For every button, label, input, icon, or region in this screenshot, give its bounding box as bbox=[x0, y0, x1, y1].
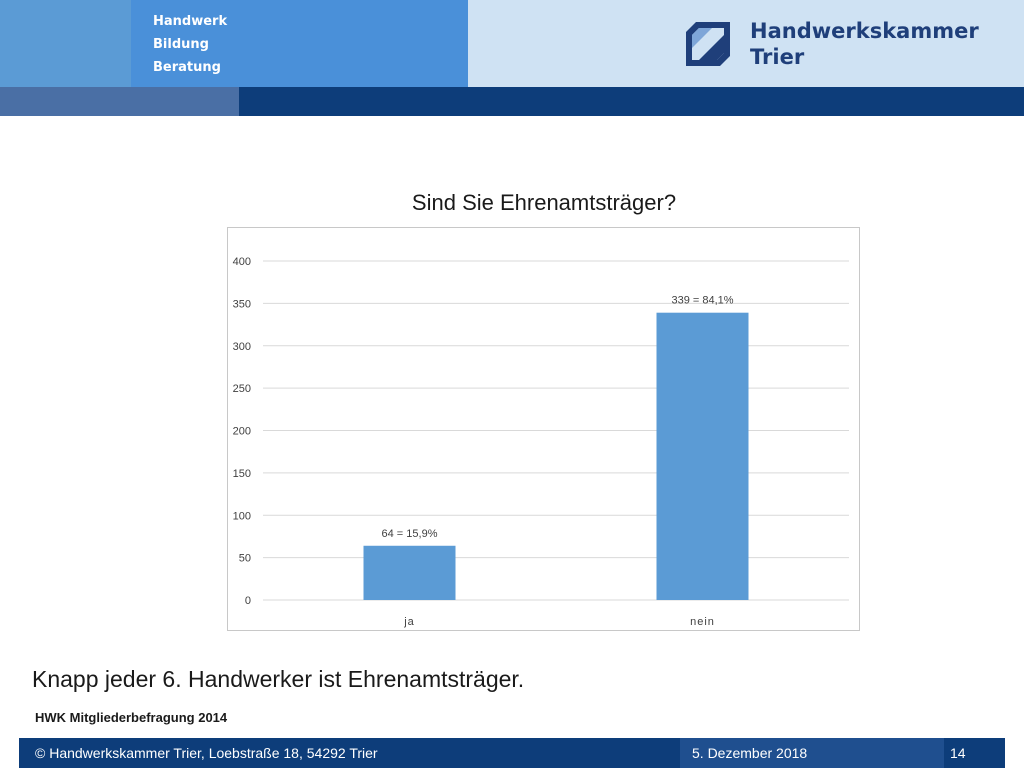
y-tick-label: 100 bbox=[232, 510, 251, 523]
hwk-logo-icon bbox=[686, 22, 730, 66]
y-tick-label: 150 bbox=[232, 467, 251, 480]
y-tick-label: 350 bbox=[232, 298, 251, 311]
footer-date: 5. Dezember 2018 bbox=[692, 745, 808, 761]
y-tick-label: 400 bbox=[232, 256, 251, 268]
bar bbox=[364, 546, 456, 600]
header-tagline bbox=[153, 10, 227, 79]
chart-title: Sind Sie Ehrenamtsträger? bbox=[411, 190, 677, 215]
footer-address: © Handwerkskammer Trier, Loebstraße 18, 54292 Trier bbox=[35, 745, 378, 761]
x-tick-label: ja bbox=[404, 616, 415, 628]
page-number: 14 bbox=[950, 745, 966, 761]
logo-text bbox=[750, 18, 979, 70]
source-note: HWK Mitgliederbefragung 2014 bbox=[35, 710, 228, 725]
y-tick-label: 0 bbox=[244, 595, 251, 607]
logo-line: Handwerkskammer bbox=[750, 19, 979, 43]
logo-line: Trier bbox=[750, 45, 805, 69]
y-tick-label: 200 bbox=[232, 425, 251, 438]
tagline-line: Bildung bbox=[153, 37, 209, 52]
data-label: 339 = 84,1% bbox=[671, 294, 734, 307]
header-strip-right bbox=[239, 87, 1024, 116]
tagline-line: Beratung bbox=[153, 60, 221, 75]
footer bbox=[19, 738, 1005, 768]
headline: Knapp jeder 6. Handwerker ist Ehrenamtsträger. bbox=[32, 666, 525, 692]
bar bbox=[657, 313, 749, 600]
x-tick-label: nein bbox=[690, 616, 715, 628]
header-strip-left bbox=[0, 87, 239, 116]
y-tick-label: 300 bbox=[232, 340, 251, 353]
y-tick-label: 250 bbox=[232, 383, 251, 396]
bar-chart bbox=[227, 227, 860, 631]
y-tick-label: 50 bbox=[238, 552, 251, 565]
data-label: 64 = 15,9% bbox=[381, 527, 438, 540]
header-left-block bbox=[0, 0, 131, 87]
tagline-line: Handwerk bbox=[153, 14, 228, 29]
